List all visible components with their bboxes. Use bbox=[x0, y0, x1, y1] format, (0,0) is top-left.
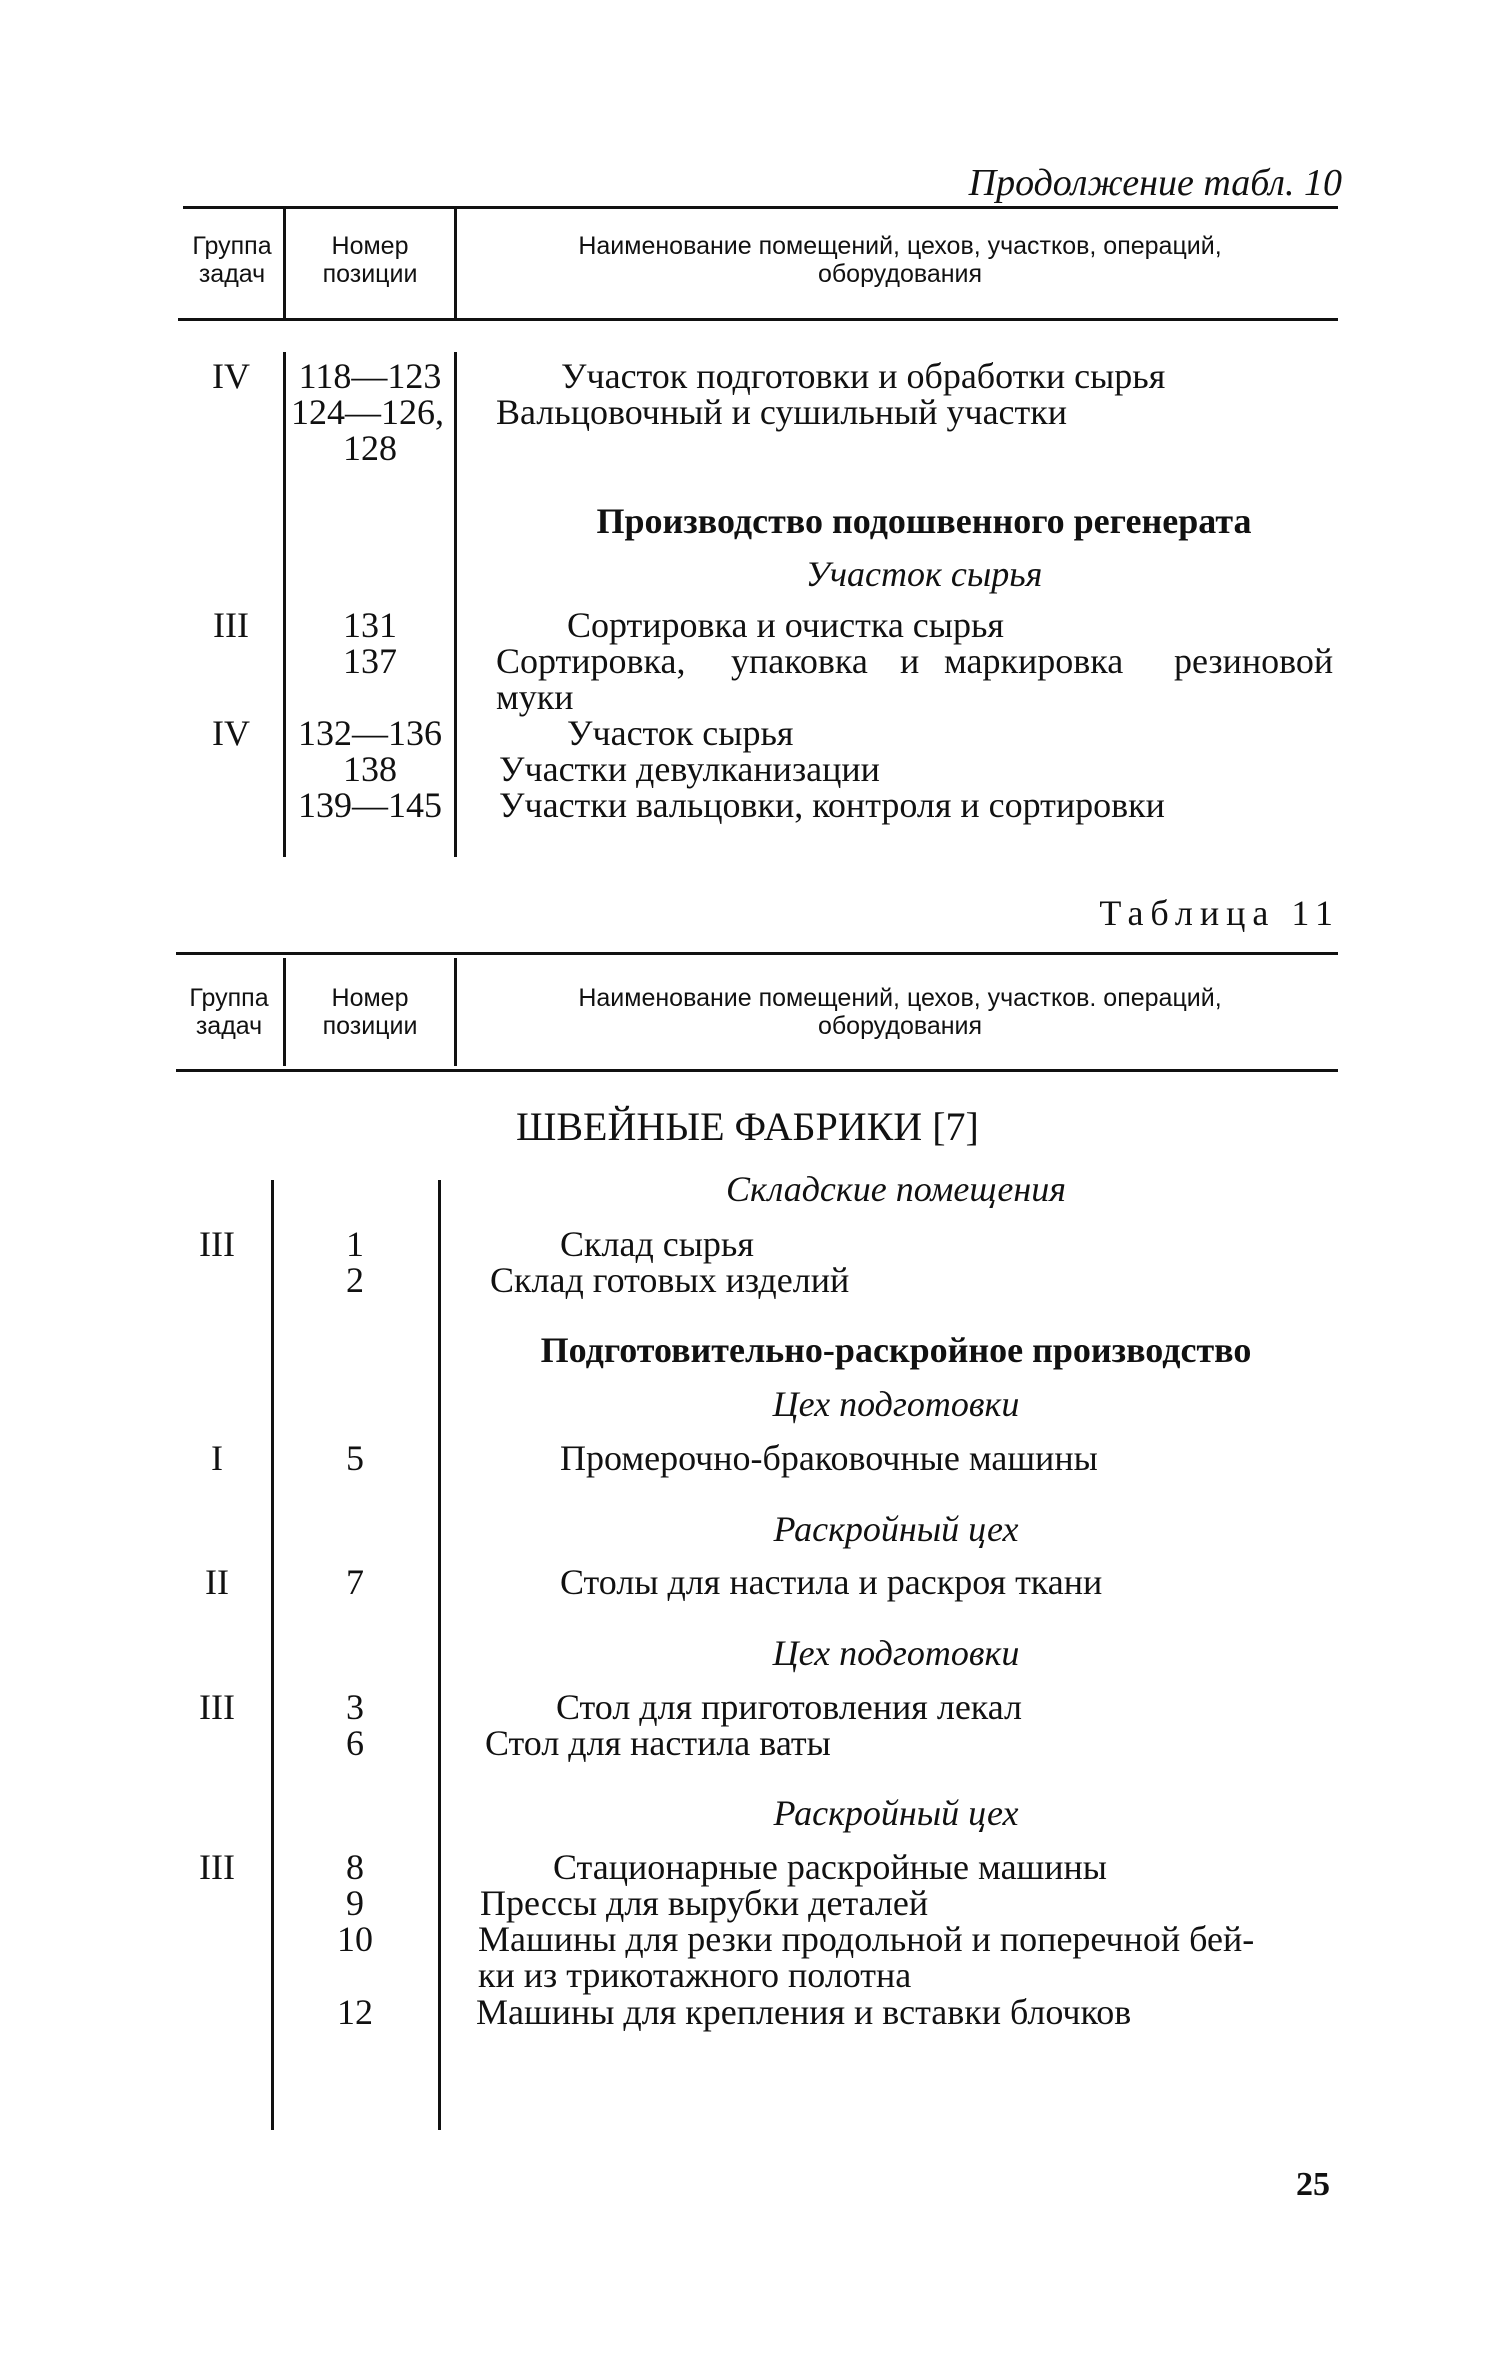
position-cell: 9 bbox=[346, 1883, 364, 1923]
table11-header-divider-2 bbox=[454, 958, 457, 1066]
name-cell: Участок сырья bbox=[567, 713, 794, 753]
position-cell: 1 bbox=[346, 1224, 364, 1264]
name-cell: Участок подготовки и обработки сырья bbox=[561, 356, 1166, 396]
position-cell: 8 bbox=[346, 1847, 364, 1887]
position-cell: 10 bbox=[337, 1919, 373, 1959]
table-title: ШВЕЙНЫЕ ФАБРИКИ [7] bbox=[516, 1104, 979, 1149]
position-cell: 7 bbox=[346, 1562, 364, 1602]
subsection-heading: Цех подготовки bbox=[772, 1633, 1020, 1673]
position-cell: 137 bbox=[343, 641, 397, 681]
position-cell: 3 bbox=[346, 1687, 364, 1727]
name-cell: Промерочно-браковочные машины bbox=[560, 1438, 1098, 1478]
name-cell: Столы для настила и раскроя ткани bbox=[560, 1562, 1103, 1602]
position-cell: 124—126, bbox=[291, 392, 444, 432]
name-cell: Сортировка, bbox=[496, 641, 686, 681]
header-group: Группа задач bbox=[189, 984, 269, 1040]
group-cell: IV bbox=[212, 356, 250, 396]
position-cell: 139—145 bbox=[298, 785, 442, 825]
header-group: Группа задач bbox=[192, 232, 272, 288]
continuation-label: Продолжение табл. 10 bbox=[968, 162, 1342, 204]
name-cell: Склад сырья bbox=[560, 1224, 754, 1264]
table10-header-divider-2 bbox=[454, 206, 457, 318]
subsection-heading: Складские помещения bbox=[726, 1169, 1066, 1209]
header-position: Номер позиции bbox=[322, 232, 418, 288]
name-cell: Машины для крепления и вставки блочков bbox=[476, 1992, 1132, 2032]
name-cell: Участки вальцовки, контроля и сортировки bbox=[499, 785, 1165, 825]
group-cell: III bbox=[199, 1687, 235, 1727]
table11-top-rule bbox=[176, 952, 1338, 955]
table10-top-rule bbox=[183, 206, 1338, 209]
header-name: Наименование помещений, цехов, участков. операций, оборудования bbox=[578, 984, 1222, 1040]
name-cell: ки из трикотажного полотна bbox=[478, 1955, 912, 1995]
table-11-label: Таблица 11 bbox=[1099, 893, 1340, 933]
name-cell: Стол для настила ваты bbox=[485, 1723, 831, 1763]
position-cell: 2 bbox=[346, 1260, 364, 1300]
position-cell: 6 bbox=[346, 1723, 364, 1763]
table11-header-divider-1 bbox=[283, 958, 286, 1066]
name-cell: Сортировка и очистка сырья bbox=[567, 605, 1004, 645]
header-position: Номер позиции bbox=[322, 984, 418, 1040]
group-cell: II bbox=[205, 1562, 229, 1602]
name-cell: Стационарные раскройные машины bbox=[553, 1847, 1107, 1887]
name-cell: маркировка bbox=[944, 641, 1124, 681]
name-cell: Участки девулканизации bbox=[499, 749, 880, 789]
position-cell: 5 bbox=[346, 1438, 364, 1478]
section-heading: Подготовительно-раскройное производство bbox=[540, 1330, 1252, 1370]
subsection-heading: Цех подготовки bbox=[772, 1384, 1020, 1424]
position-cell: 131 bbox=[343, 605, 397, 645]
position-cell: 132—136 bbox=[298, 713, 442, 753]
group-cell: III bbox=[213, 605, 249, 645]
table10-body-divider-1 bbox=[283, 352, 286, 857]
page-number: 25 bbox=[1296, 2166, 1330, 2203]
table10-body-divider-2 bbox=[454, 352, 457, 857]
table11-body-divider-1 bbox=[271, 1180, 274, 2130]
name-cell: упаковка bbox=[731, 641, 868, 681]
subsection-heading: Раскройный цех bbox=[773, 1509, 1019, 1549]
name-cell: и bbox=[900, 641, 920, 681]
position-cell: 128 bbox=[343, 428, 397, 468]
subsection-heading: Раскройный цех bbox=[773, 1793, 1019, 1833]
header-name: Наименование помещений, цехов, участков, операций, оборудования bbox=[578, 232, 1222, 288]
group-cell: I bbox=[211, 1438, 223, 1478]
name-cell: Прессы для вырубки деталей bbox=[480, 1883, 929, 1923]
position-cell: 118—123 bbox=[298, 356, 442, 396]
name-cell: Стол для приготовления лекал bbox=[556, 1687, 1023, 1727]
group-cell: IV bbox=[212, 713, 250, 753]
name-cell: Вальцовочный и сушильный участки bbox=[496, 392, 1068, 432]
group-cell: III bbox=[199, 1224, 235, 1264]
position-cell: 138 bbox=[343, 749, 397, 789]
section-heading: Производство подошвенного регенерата bbox=[596, 501, 1252, 541]
table10-header-rule bbox=[178, 318, 1338, 321]
group-cell: III bbox=[199, 1847, 235, 1887]
position-cell: 12 bbox=[337, 1992, 373, 2032]
table11-header-rule bbox=[176, 1069, 1338, 1072]
name-cell: Машины для резки продольной и поперечной бей- bbox=[478, 1919, 1255, 1959]
name-cell: муки bbox=[496, 677, 574, 717]
table11-body-divider-2 bbox=[438, 1180, 441, 2130]
name-cell: резиновой bbox=[1174, 641, 1334, 681]
name-cell: Склад готовых изделий bbox=[490, 1260, 850, 1300]
subsection-heading: Участок сырья bbox=[805, 554, 1043, 594]
